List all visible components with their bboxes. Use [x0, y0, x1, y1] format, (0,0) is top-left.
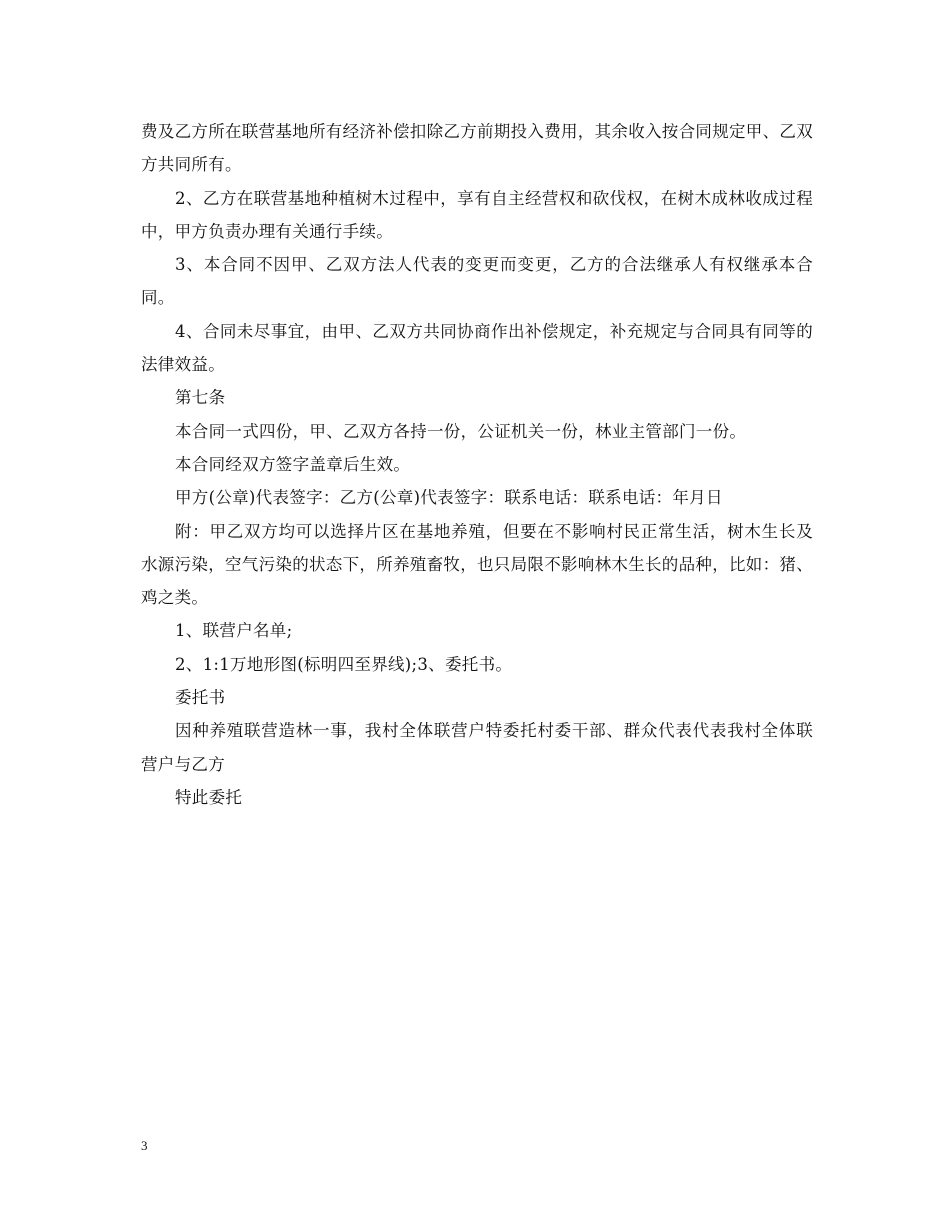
attachment-item-2: 2、1:1万地形图(标明四至界线);3、委托书。 [175, 654, 513, 674]
page-number: 3 [141, 1138, 148, 1153]
paragraph-appendix-note: 附：甲乙双方均可以选择片区在基地养殖，但要在不影响村民正常生活，树木生长及水源污染，空气污染的状态下，所养殖畜牧，也只局限不影响林木生长的品种，比如：猪、鸡之类。 [141, 521, 813, 608]
paragraph-3: 3、本合同不因甲、乙双方法人代表的变更而变更，乙方的合法继承人有权继承本合同。 [141, 255, 813, 308]
paragraph-closing: 特此委托 [175, 787, 243, 807]
document-body [141, 115, 813, 814]
paragraph-copies: 本合同一式四份，甲、乙双方各持一份，公证机关一份，林业主管部门一份。 [175, 421, 747, 441]
paragraph-4: 4、合同未尽事宜，由甲、乙双方共同协商作出补偿规定，补充规定与合同具有同等的法律效益。 [141, 321, 813, 375]
attachment-item-1: 1、联营户名单; [175, 621, 293, 641]
paragraph-1: 费及乙方所在联营基地所有经济补偿扣除乙方前期投入费用，其余收入按合同规定甲、乙双方共同所有。 [141, 122, 813, 175]
signature-line: 甲方(公章)代表签字：乙方(公章)代表签字：联系电话：联系电话：年月日 [175, 488, 723, 508]
paragraph-effective: 本合同经双方签字盖章后生效。 [175, 454, 411, 474]
paragraph-2: 2、乙方在联营基地种植树木过程中，享有自主经营权和砍伐权，在树木成林收成过程中，甲方负责办理有关通行手续。 [141, 188, 813, 241]
section-heading-power-of-attorney: 委托书 [175, 688, 226, 708]
section-heading-article-7: 第七条 [175, 388, 226, 408]
paragraph-power-of-attorney: 因种养殖联营造林一事，我村全体联营户特委托村委干部、群众代表代表我村全体联营户与乙方 [141, 721, 813, 774]
